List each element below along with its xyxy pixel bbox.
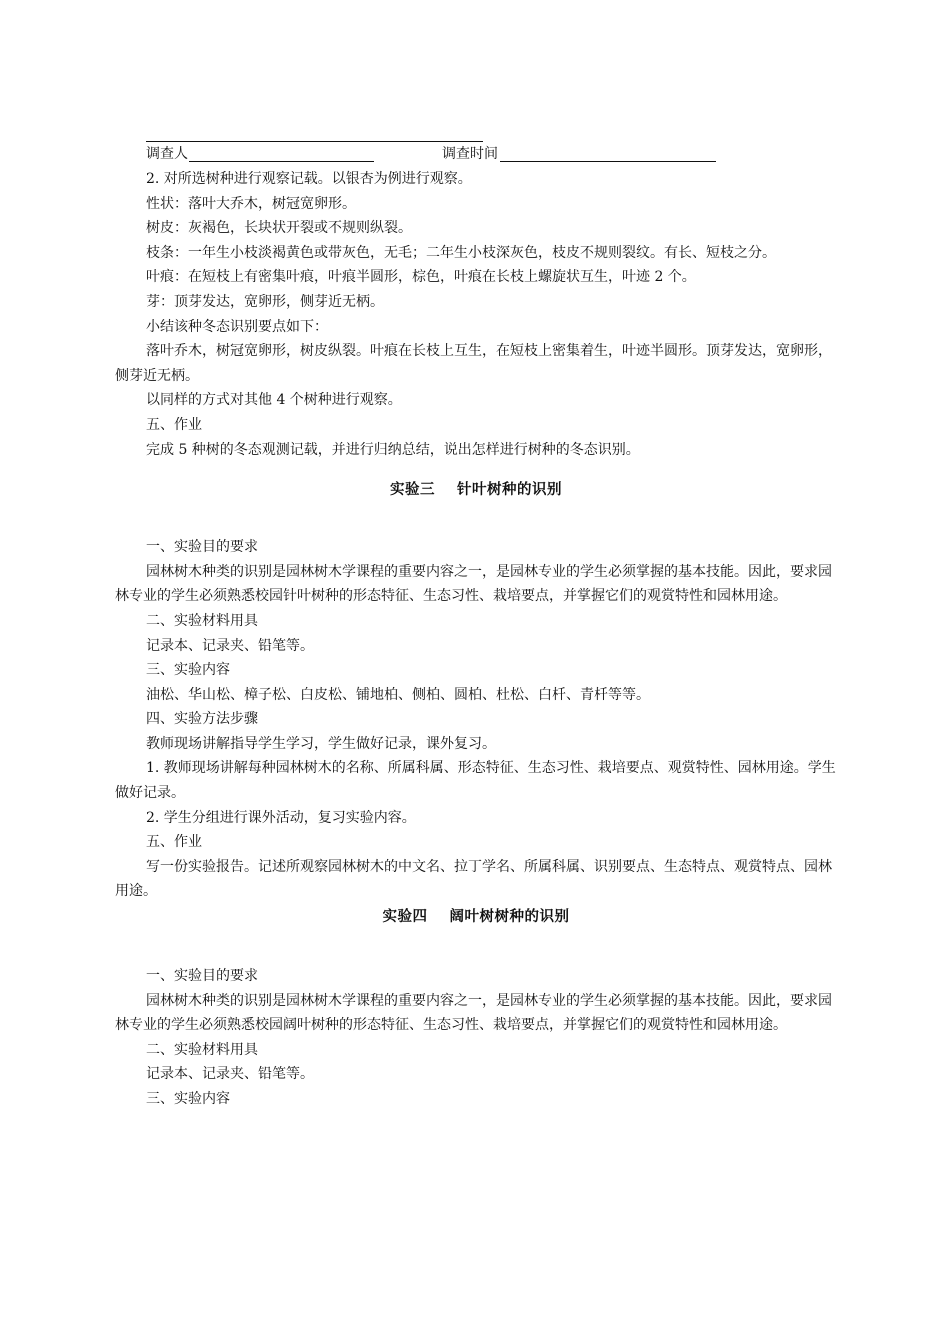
section-experiment-4 xyxy=(115,964,837,1112)
paragraph: 五、作业 xyxy=(146,834,202,851)
paragraph: 枝条：一年生小枝淡褐黄色或带灰色，无毛；二年生小枝深灰色，枝皮不规则裂纹。有长、短枝之分。 xyxy=(146,244,776,261)
paragraph: 芽：顶芽发达，宽卵形，侧芽近无柄。 xyxy=(146,293,384,310)
section-experiment-3 xyxy=(115,535,837,904)
paragraph: 四、实验方法步骤 xyxy=(146,711,258,728)
paragraph: 油松、华山松、樟子松、白皮松、铺地柏、侧柏、圆柏、杜松、白杄、青杄等等。 xyxy=(146,686,650,703)
paragraph: 三、实验内容 xyxy=(146,1091,230,1107)
paragraph: 五、作业 xyxy=(146,416,202,433)
paragraph: 园林树木种类的识别是园林树木学课程的重要内容之一，是园林专业的学生必须掌握的基本技能。因此，要求园林专业的学生必须熟悉校园针叶树种的形态特征、生态习性、栽培要点，并掌握它们的观赏特性和园林用途。 xyxy=(115,563,832,605)
document-page xyxy=(115,122,837,1112)
paragraph: 树皮：灰褐色，长块状开裂或不规则纵裂。 xyxy=(146,220,412,237)
top-rule-line xyxy=(115,122,837,142)
paragraph: 叶痕：在短枝上有密集叶痕，叶痕半圆形，棕色，叶痕在长枝上螺旋状互生，叶迹 2 个。 xyxy=(146,269,696,286)
paragraph: 记录本、记录夹、铅笔等。 xyxy=(146,637,314,654)
paragraph: 二、实验材料用具 xyxy=(146,612,258,629)
paragraph: 以同样的方式对其他 4 个树种进行观察。 xyxy=(146,392,402,409)
paragraph: 一、实验目的要求 xyxy=(146,968,258,985)
survey-info-row xyxy=(115,142,837,167)
investigator-blank xyxy=(189,161,374,162)
experiment-3-heading xyxy=(115,478,837,502)
paragraph: 二、实验材料用具 xyxy=(146,1041,258,1058)
paragraph: 性状：落叶大乔木，树冠宽卵形。 xyxy=(146,195,356,212)
heading-number: 实验四 xyxy=(382,909,428,926)
paragraph: 三、实验内容 xyxy=(146,662,230,679)
heading-title: 阔叶树树种的识别 xyxy=(449,909,570,926)
paragraph: 记录本、记录夹、铅笔等。 xyxy=(146,1066,314,1083)
heading-number: 实验三 xyxy=(390,482,435,499)
experiment-4-heading xyxy=(115,904,837,930)
paragraph: 完成 5 种树的冬态观测记载，并进行归纳总结，说出怎样进行树种的冬态识别。 xyxy=(146,441,640,458)
investigator-label: 调查人 xyxy=(146,146,188,162)
heading-title: 针叶树种的识别 xyxy=(457,482,562,499)
paragraph: 园林树木种类的识别是园林树木学课程的重要内容之一，是园林专业的学生必须掌握的基本技能。因此，要求园林专业的学生必须熟悉校园阔叶树种的形态特征、生态习性、栽培要点，并掌握它们的观赏特性和园林用途。 xyxy=(115,992,832,1034)
survey-time-label: 调查时间 xyxy=(442,146,498,162)
paragraph: 一、实验目的要求 xyxy=(146,539,258,556)
paragraph: 小结该种冬态识别要点如下： xyxy=(146,318,328,335)
paragraph: 落叶乔木，树冠宽卵形，树皮纵裂。叶痕在长枝上互生，在短枝上密集着生，叶迹半圆形。顶芽发达，宽卵形，侧芽近无柄。 xyxy=(115,343,832,384)
paragraph: 写一份实验报告。记述所观察园林树木的中文名、拉丁学名、所属科属、识别要点、生态特点、观赏特点、园林用途。 xyxy=(115,858,832,900)
survey-time-blank xyxy=(500,161,716,162)
paragraph: 教师现场讲解指导学生学习，学生做好记录，课外复习。 xyxy=(146,735,496,752)
paragraph: 2. 学生分组进行课外活动，复习实验内容。 xyxy=(146,809,416,826)
section-observation-example xyxy=(115,167,837,462)
paragraph: 1. 教师现场讲解每种园林树木的名称、所属科属、形态特征、生态习性、栽培要点、观赏特性、园林用途。学生做好记录。 xyxy=(115,760,836,802)
paragraph: 2. 对所选树种进行观察记载。以银杏为例进行观察。 xyxy=(146,171,472,187)
